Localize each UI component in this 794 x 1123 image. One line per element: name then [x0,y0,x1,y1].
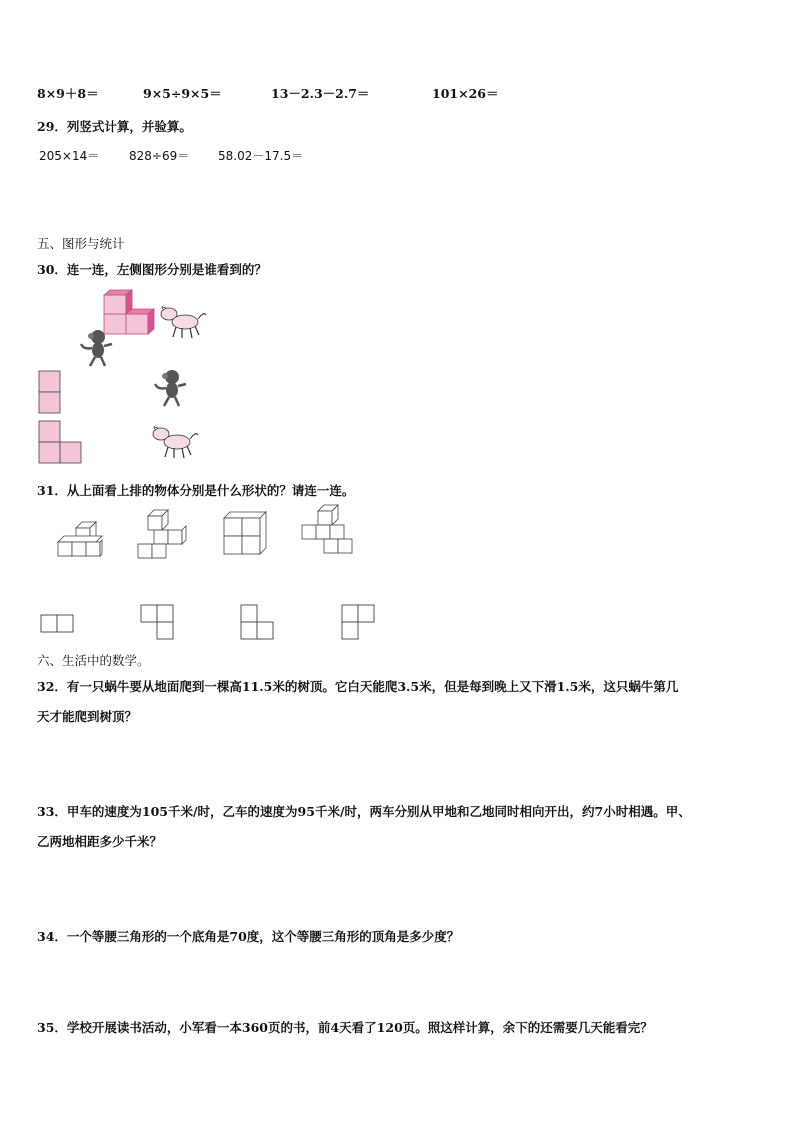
top-view-1 [40,614,76,634]
question-29: 29．列竖式计算，并验算。 [37,119,192,134]
calc-item-3: 13－2.3－2.7＝ [271,86,370,101]
q29-item-1: 205×14＝ [39,149,100,163]
monkey-icon [152,368,188,408]
question-30: 30．连一连，左侧图形分别是谁看到的？ [37,262,267,277]
top-view-4 [341,604,377,642]
question-33-line-1: 33．甲车的速度为105千米/时，乙车的速度为95千米/时，两车分别从甲地和乙地同时相向开出，约7小时相遇。甲、 [37,804,691,819]
shape-l [38,420,84,464]
question-35: 35．学校开展读书活动，小军看一本360页的书，前4天看了120页。照这样计算，余下的还需要几天能看完？ [37,1020,653,1035]
monkey-icon [78,328,114,368]
calc-item-2: 9×5÷9×5＝ [143,86,222,101]
dog-icon [150,425,200,461]
q29-item-2: 828÷69＝ [129,149,190,163]
dog-icon [158,305,208,341]
section-title-5: 五、图形与统计 [37,236,125,251]
cube-object-3 [222,510,270,556]
cube-object-4 [300,505,354,557]
question-32-line-1: 32．有一只蜗牛要从地面爬到一棵高11.5米的树顶。它白天能爬3.5米，但是每到晚上又下滑1.5米，这只蜗牛第几 [37,679,679,694]
question-32-line-2: 天才能爬到树顶？ [37,709,138,724]
top-view-3 [240,604,276,642]
question-33-line-2: 乙两地相距多少千米？ [37,834,163,849]
calc-item-4: 101×26＝ [432,86,499,101]
calc-item-1: 8×9＋8＝ [37,86,99,101]
top-view-2 [140,604,176,642]
shape-two-vertical [38,370,62,414]
question-31: 31．从上面看上排的物体分别是什么形状的？请连一连。 [37,483,355,498]
cube-object-1 [56,520,106,558]
q29-item-3: 58.02－17.5＝ [218,149,304,163]
question-34: 34．一个等腰三角形的一个底角是70度，这个等腰三角形的顶角是多少度？ [37,929,460,944]
section-title-6: 六、生活中的数学。 [37,653,150,668]
cube-object-2 [136,510,188,560]
